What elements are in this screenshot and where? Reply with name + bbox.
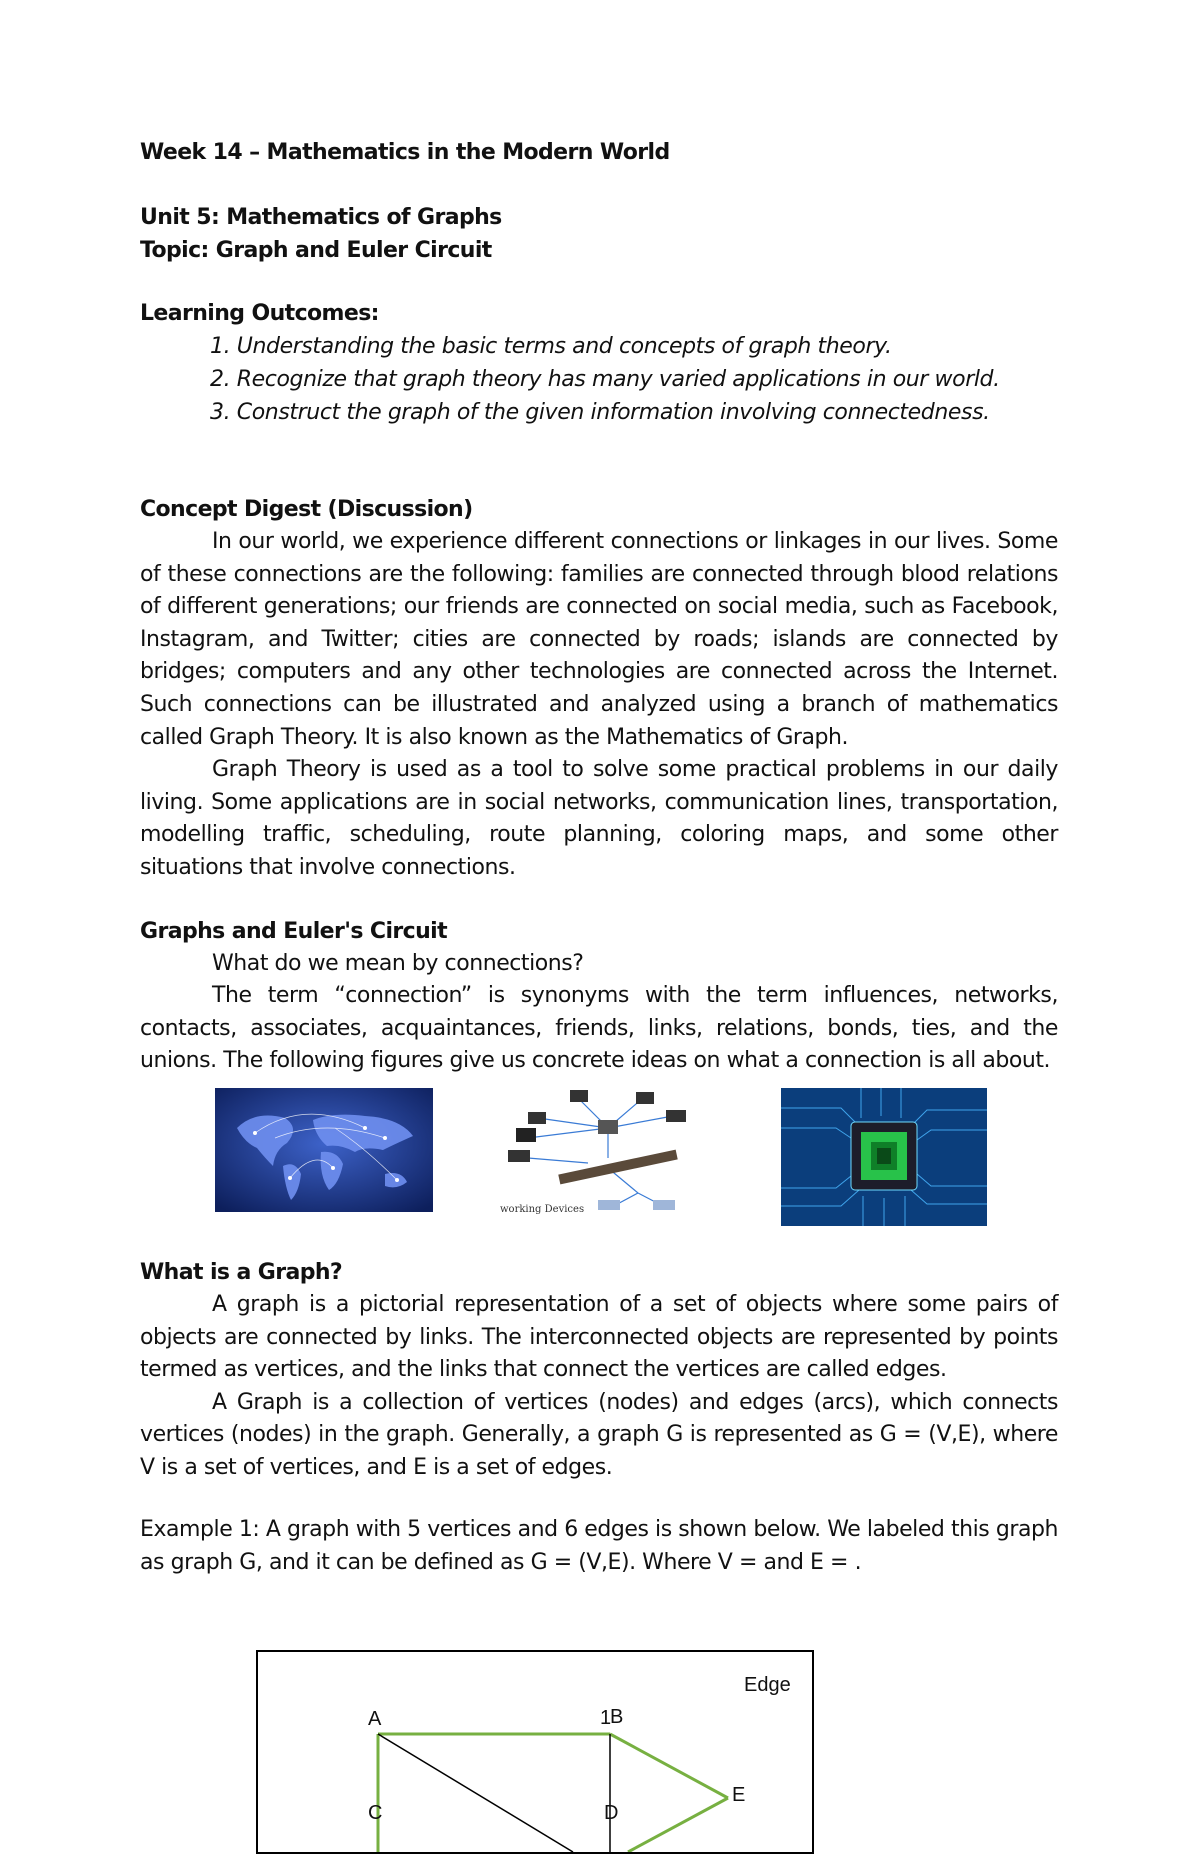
list-item: 3. Construct the graph of the given information involving connectedness. — [210, 400, 990, 425]
learning-outcomes-list — [140, 330, 1058, 429]
paragraph: In our world, we experience different connections or linkages in our lives. Some of these connections are the following: families are connected through blood relations of different generations; our friends are connected on social media, such as Facebook, Instagram, and Twitter; cities are connected by roads; islands are connected by bridges; computers and any other technologies are connected across the Internet. Such connections can be illustrated and analyzed using a branch of mathematics called Graph Theory. It is also known as the Mathematics of Graph. — [140, 529, 1058, 750]
week-title: Week 14 – Mathematics in the Modern World — [140, 140, 670, 165]
edge-e-d — [628, 1798, 728, 1852]
paragraph: The term “connection” is synonyms with the term influences, networks, contacts, associates, acquaintances, friends, links, relations, bonds, ties, and the unions. The following figures give us concrete ideas on what a connection is all about. — [140, 983, 1058, 1074]
circuit-chip-image — [781, 1088, 987, 1226]
learning-outcomes-heading: Learning Outcomes: — [140, 301, 379, 326]
vertex-a-label: A — [368, 1708, 382, 1730]
paragraph: A graph is a pictorial representation of a set of objects where some pairs of objects are connected by links. The interconnected objects are represented by points termed as vertices, and the links that connect the vertices are called edges. — [140, 1291, 1058, 1383]
topic-title: Topic: Graph and Euler Circuit — [140, 238, 492, 263]
edge-number-label: 1 — [600, 1707, 612, 1729]
world-map-image — [215, 1088, 433, 1212]
vertex-d-label: D — [604, 1802, 619, 1824]
paragraph: Graph Theory is used as a tool to solve some practical problems in our daily living. Some applications are in social networks, communication lines, transportation, modelling traffic, scheduling, route planning, coloring maps, and some other situations that involve connections. — [140, 757, 1058, 880]
list-item: 2. Recognize that graph theory has many varied applications in our world. — [210, 367, 1000, 392]
edge-label: Edge — [744, 1674, 791, 1696]
concept-digest-heading: Concept Digest (Discussion) — [140, 497, 473, 522]
unit-title: Unit 5: Mathematics of Graphs — [140, 205, 502, 230]
vertex-b-label: B — [610, 1706, 624, 1728]
paragraph: A Graph is a collection of vertices (nodes) and edges (arcs), which connects vertices (nodes) in the graph. Generally, a graph G is represented as G = (V,E), where V is a set of vertices, and E is a set of edges. — [140, 1389, 1058, 1480]
connection-figures — [140, 1088, 1058, 1228]
network-devices-image — [498, 1088, 694, 1218]
edge-b-e — [610, 1734, 728, 1798]
paragraph: What do we mean by connections? — [212, 950, 584, 976]
what-is-graph-heading: What is a Graph? — [140, 1259, 343, 1285]
example-graph-figure — [256, 1650, 814, 1854]
edge-a-d — [378, 1734, 573, 1852]
list-item: 1. Understanding the basic terms and concepts of graph theory. — [210, 334, 892, 359]
example-1-text: Example 1: A graph with 5 vertices and 6 edges is shown below. We labeled this graph as graph G, and it can be defined as G = (V,E). Where V = and E = . — [140, 1517, 1059, 1576]
image-caption-fragment: working Devices — [500, 1203, 585, 1215]
vertex-e-label: E — [732, 1784, 746, 1806]
vertex-c-label: C — [368, 1802, 383, 1824]
graphs-euler-heading: Graphs and Euler's Circuit — [140, 918, 448, 944]
document-page — [140, 140, 1058, 1580]
